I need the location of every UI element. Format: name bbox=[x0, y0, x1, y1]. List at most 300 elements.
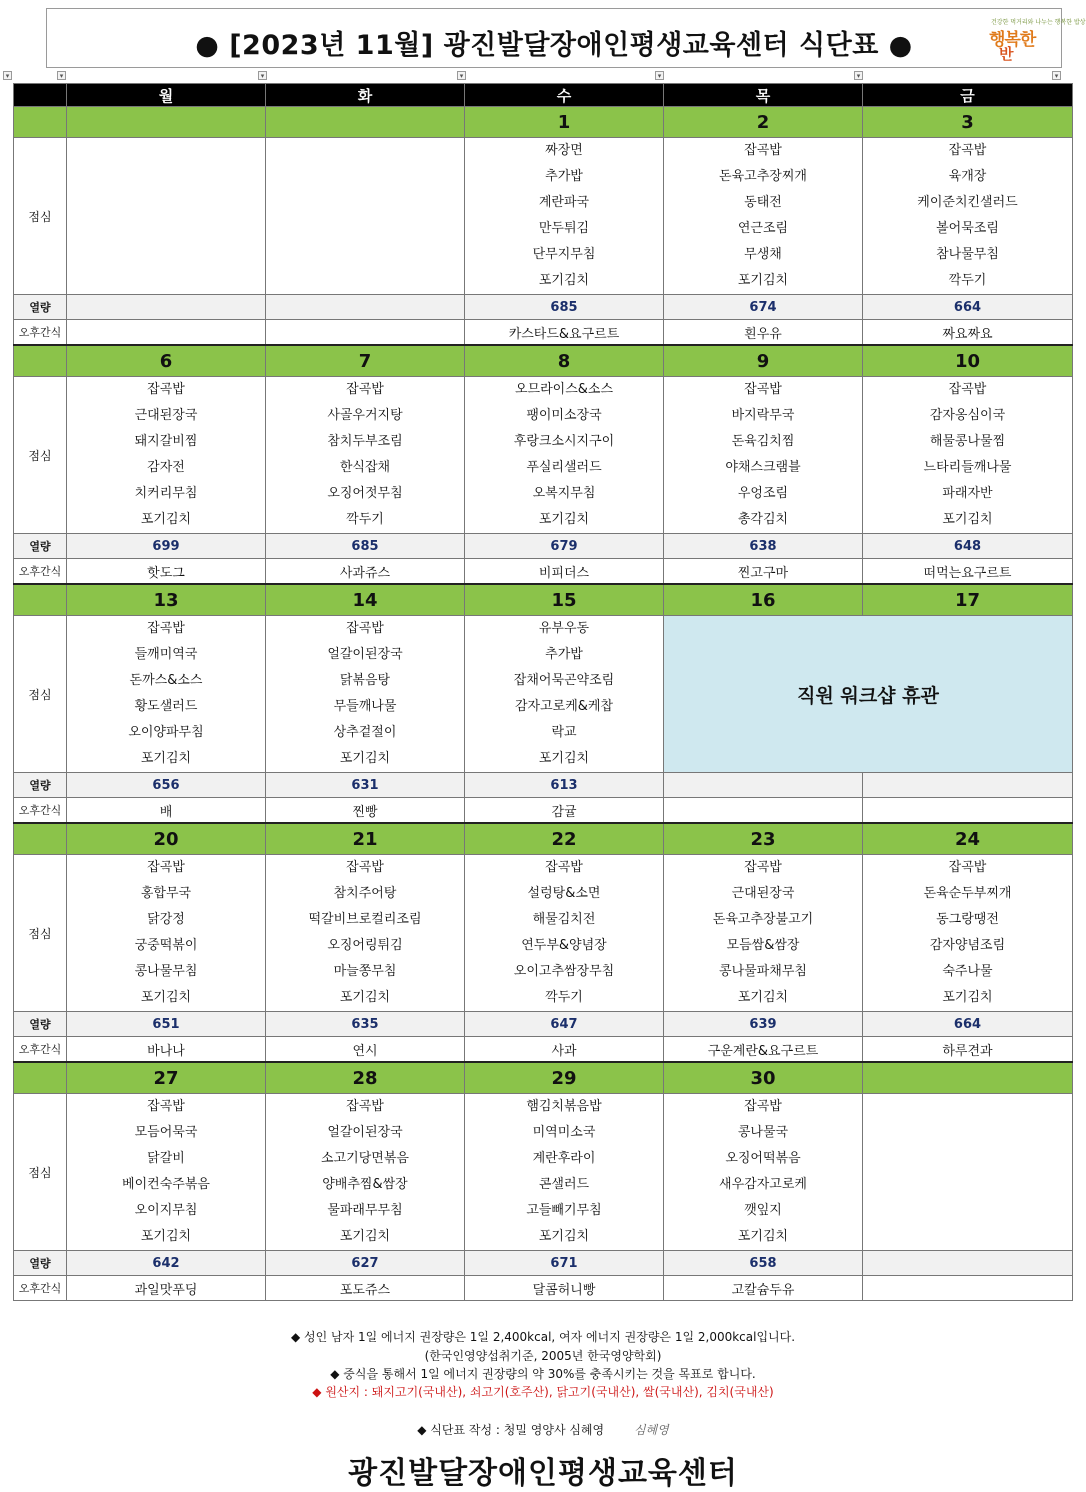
kcal-cell: 647 bbox=[465, 1012, 664, 1037]
snack-cell: 달콤허니빵 bbox=[465, 1276, 664, 1301]
filter-dropdown-icon[interactable]: ▾ bbox=[854, 71, 863, 80]
kcal-cell: 699 bbox=[67, 534, 266, 559]
menu-item: 참치두부조림 bbox=[327, 434, 403, 449]
menu-item: 연두부&양념장 bbox=[521, 938, 607, 953]
lunch-cell bbox=[664, 1094, 863, 1251]
title-box bbox=[46, 8, 1086, 68]
menu-item: 돈육고추장불고기 bbox=[712, 912, 814, 927]
menu-item: 감자옹심이국 bbox=[929, 408, 1006, 423]
menu-item: 콩나물파채무침 bbox=[719, 964, 807, 979]
menu-item: 오징어떡볶음 bbox=[725, 1151, 801, 1166]
kcal-cell: 648 bbox=[863, 534, 1073, 559]
date-cell: 2 bbox=[664, 107, 863, 138]
filter-dropdown-icon[interactable]: ▾ bbox=[258, 71, 267, 80]
menu-item: 오징어젓무침 bbox=[327, 486, 403, 501]
kcal-cell bbox=[266, 295, 465, 320]
lunch-row bbox=[14, 138, 1073, 295]
menu-item-list bbox=[266, 616, 464, 772]
menu-item: 계란파국 bbox=[538, 195, 590, 210]
menu-item-list bbox=[863, 377, 1072, 533]
kcal-row bbox=[14, 773, 1073, 798]
snack-cell: 연시 bbox=[266, 1037, 465, 1063]
menu-item: 야채스크램블 bbox=[725, 460, 801, 475]
menu-item: 포기김치 bbox=[737, 990, 789, 1005]
kcal-cell bbox=[664, 773, 863, 798]
snack-cell: 핫도그 bbox=[67, 559, 266, 585]
kcal-cell: 613 bbox=[465, 773, 664, 798]
menu-item: 참나물무침 bbox=[936, 247, 999, 262]
lunch-cell bbox=[67, 138, 266, 295]
menu-item-list bbox=[465, 855, 663, 1011]
menu-item: 포기김치 bbox=[538, 1229, 590, 1244]
menu-item: 오복지무침 bbox=[532, 486, 596, 501]
menu-item-list bbox=[465, 1094, 663, 1250]
lunch-label: 점심 bbox=[14, 377, 67, 534]
menu-item: 근대된장국 bbox=[731, 886, 795, 901]
menu-item: 돈까스&소스 bbox=[129, 673, 203, 688]
menu-item: 육개장 bbox=[948, 169, 987, 184]
logo-ban-text: 반 bbox=[999, 45, 1014, 63]
lunch-label: 점심 bbox=[14, 616, 67, 773]
snack-cell: 바나나 bbox=[67, 1037, 266, 1063]
footer-center-name: 광진발달장애인평생교육센터 bbox=[348, 1456, 738, 1491]
logo-tagline: 건강한 먹거리와 나누는 행복한 밥상 bbox=[991, 19, 1086, 26]
menu-item: 잡곡밥 bbox=[744, 382, 782, 397]
snack-cell: 과일맛푸딩 bbox=[67, 1276, 266, 1301]
lunch-cell bbox=[266, 377, 465, 534]
date-row bbox=[14, 1062, 1073, 1094]
snack-cell: 사과 bbox=[465, 1037, 664, 1063]
date-cell: 10 bbox=[863, 345, 1073, 377]
menu-item: 콘샐러드 bbox=[538, 1177, 590, 1192]
kcal-label: 열량 bbox=[14, 295, 67, 320]
menu-item: 잡곡밥 bbox=[545, 860, 583, 875]
lunch-cell bbox=[67, 1094, 266, 1251]
menu-item: 마늘쫑무침 bbox=[333, 964, 397, 979]
menu-item: 잡곡밥 bbox=[346, 860, 384, 875]
menu-item: 오징어링튀김 bbox=[327, 938, 403, 953]
menu-item: 고들빼기무침 bbox=[526, 1203, 602, 1218]
kcal-cell: 635 bbox=[266, 1012, 465, 1037]
kcal-cell: 658 bbox=[664, 1251, 863, 1276]
menu-item-list bbox=[266, 1094, 464, 1250]
menu-item: 볼어묵조림 bbox=[936, 221, 999, 236]
menu-item: 콩나물국 bbox=[737, 1125, 789, 1140]
lunch-label: 점심 bbox=[14, 1094, 67, 1251]
note-energy-recommendation: ◆ 성인 남자 1일 에너지 권장량은 1일 2,400kcal, 여자 에너지 권장량은 1일 2,000kcal입니다. bbox=[290, 1330, 796, 1344]
lunch-cell bbox=[863, 377, 1073, 534]
weekday-header: 목 bbox=[664, 84, 863, 107]
menu-item: 잡곡밥 bbox=[147, 1099, 185, 1114]
date-cell: 21 bbox=[266, 823, 465, 855]
date-cell: 9 bbox=[664, 345, 863, 377]
kcal-cell: 679 bbox=[465, 534, 664, 559]
note-origin: ◆ 원산지 : 돼지고기(국내산), 쇠고기(호주산), 닭고기(국내산), 쌀(국내산), 김치(국내산) bbox=[312, 1385, 774, 1399]
date-cell: 29 bbox=[465, 1062, 664, 1094]
note-author bbox=[0, 1421, 1086, 1438]
menu-item-list bbox=[664, 1094, 862, 1250]
menu-item: 깍두기 bbox=[545, 990, 583, 1005]
menu-item: 돈육순두부찌개 bbox=[923, 886, 1012, 901]
menu-item: 설렁탕&소면 bbox=[527, 886, 601, 901]
menu-item: 계란후라이 bbox=[532, 1151, 596, 1166]
lunch-row bbox=[14, 377, 1073, 534]
lunch-cell bbox=[67, 855, 266, 1012]
menu-item-list bbox=[67, 855, 265, 1011]
menu-item: 포기김치 bbox=[339, 1229, 391, 1244]
kcal-label: 열량 bbox=[14, 1012, 67, 1037]
lunch-cell bbox=[863, 1094, 1073, 1251]
menu-item: 양배추찜&쌈장 bbox=[322, 1177, 408, 1192]
menu-item: 한식잡채 bbox=[339, 460, 391, 475]
snack-label: 오후간식 bbox=[14, 559, 67, 585]
date-cell bbox=[67, 107, 266, 138]
menu-item: 감자고로케&케찹 bbox=[514, 699, 614, 714]
date-cell: 17 bbox=[863, 584, 1073, 616]
snack-cell bbox=[664, 798, 863, 824]
date-row-label bbox=[14, 584, 67, 616]
kcal-row bbox=[14, 1012, 1073, 1037]
lunch-cell bbox=[664, 377, 863, 534]
menu-item: 물파래무무침 bbox=[327, 1203, 403, 1218]
kcal-row bbox=[14, 1251, 1073, 1276]
menu-item: 홍합무국 bbox=[140, 886, 192, 901]
menu-item: 포기김치 bbox=[339, 751, 391, 766]
menu-item-list bbox=[67, 377, 265, 533]
kcal-cell: 685 bbox=[266, 534, 465, 559]
menu-item: 사골우거지탕 bbox=[327, 408, 403, 423]
menu-item: 근대된장국 bbox=[134, 408, 198, 423]
menu-item: 잡곡밥 bbox=[346, 1099, 384, 1114]
weekday-header: 화 bbox=[266, 84, 465, 107]
date-cell: 1 bbox=[465, 107, 664, 138]
date-cell: 22 bbox=[465, 823, 664, 855]
menu-item: 포기김치 bbox=[339, 990, 391, 1005]
logo bbox=[985, 15, 1086, 65]
menu-item: 미역미소국 bbox=[532, 1125, 596, 1140]
snack-label: 오후간식 bbox=[14, 320, 67, 346]
menu-item: 포기김치 bbox=[538, 273, 590, 288]
menu-item: 짜장면 bbox=[545, 143, 583, 158]
snack-cell bbox=[266, 320, 465, 346]
snack-cell: 사과쥬스 bbox=[266, 559, 465, 585]
menu-item: 케이준치킨샐러드 bbox=[917, 195, 1018, 210]
menu-item: 감자전 bbox=[147, 460, 185, 475]
date-cell: 28 bbox=[266, 1062, 465, 1094]
menu-item: 오이고추쌈장무침 bbox=[513, 964, 615, 979]
menu-item: 베이컨숙주볶음 bbox=[122, 1177, 210, 1192]
lunch-cell bbox=[465, 855, 664, 1012]
date-row bbox=[14, 107, 1073, 138]
menu-item: 잡곡밥 bbox=[948, 382, 987, 397]
lunch-cell bbox=[465, 377, 664, 534]
snack-cell: 찐빵 bbox=[266, 798, 465, 824]
snack-label: 오후간식 bbox=[14, 1276, 67, 1301]
menu-item: 닭볶음탕 bbox=[339, 673, 391, 688]
corner-cell bbox=[14, 84, 67, 107]
date-cell bbox=[266, 107, 465, 138]
lunch-label: 점심 bbox=[14, 855, 67, 1012]
menu-table bbox=[13, 83, 1073, 1301]
snack-row bbox=[14, 1037, 1073, 1063]
menu-item: 황도샐러드 bbox=[134, 699, 198, 714]
snack-cell: 구운계란&요구르트 bbox=[664, 1037, 863, 1063]
menu-item: 만두튀김 bbox=[538, 221, 590, 236]
kcal-label: 열량 bbox=[14, 1251, 67, 1276]
menu-item-list bbox=[465, 138, 663, 294]
date-row-label bbox=[14, 823, 67, 855]
menu-item: 새우감자고로케 bbox=[719, 1177, 807, 1192]
kcal-cell: 651 bbox=[67, 1012, 266, 1037]
kcal-row bbox=[14, 295, 1073, 320]
date-cell: 13 bbox=[67, 584, 266, 616]
kcal-cell bbox=[863, 773, 1073, 798]
snack-label: 오후간식 bbox=[14, 798, 67, 824]
kcal-cell: 656 bbox=[67, 773, 266, 798]
snack-cell bbox=[863, 798, 1073, 824]
date-cell: 16 bbox=[664, 584, 863, 616]
lunch-cell bbox=[266, 138, 465, 295]
snack-cell bbox=[67, 320, 266, 346]
menu-item: 동그랑땡전 bbox=[936, 912, 999, 927]
date-row bbox=[14, 345, 1073, 377]
weekday-header-row bbox=[14, 84, 1073, 107]
menu-item: 숙주나물 bbox=[942, 964, 993, 979]
menu-item-list bbox=[67, 616, 265, 772]
kcal-cell: 664 bbox=[863, 1012, 1073, 1037]
menu-item: 돈육고추장찌개 bbox=[719, 169, 807, 184]
menu-item: 깍두기 bbox=[346, 512, 384, 527]
date-cell bbox=[863, 1062, 1073, 1094]
menu-item: 포기김치 bbox=[942, 990, 993, 1005]
menu-item: 햄김치볶음밥 bbox=[526, 1099, 602, 1114]
date-cell: 27 bbox=[67, 1062, 266, 1094]
menu-item: 잡곡밥 bbox=[147, 860, 185, 875]
menu-item: 소고기당면볶음 bbox=[321, 1151, 409, 1166]
kcal-cell: 642 bbox=[67, 1251, 266, 1276]
logo-text: 행복한 bbox=[989, 30, 1036, 50]
filter-dropdown-icon[interactable]: ▾ bbox=[3, 71, 12, 80]
menu-item: 들깨미역국 bbox=[134, 647, 198, 662]
kcal-label: 열량 bbox=[14, 534, 67, 559]
menu-item: 포기김치 bbox=[942, 512, 993, 527]
date-row-label bbox=[14, 345, 67, 377]
menu-item: 잡곡밥 bbox=[948, 143, 987, 158]
signature: 심혜영 bbox=[633, 1423, 669, 1437]
lunch-cell bbox=[863, 855, 1073, 1012]
menu-item-list bbox=[664, 138, 862, 294]
menu-item: 얼갈이된장국 bbox=[327, 647, 403, 662]
menu-item: 바지락무국 bbox=[731, 408, 795, 423]
date-cell: 23 bbox=[664, 823, 863, 855]
snack-cell: 배 bbox=[67, 798, 266, 824]
weekday-header: 월 bbox=[67, 84, 266, 107]
menu-item: 무생채 bbox=[744, 247, 782, 262]
note-author-text: ◆ 식단표 작성 : 청밀 영양사 심혜영 bbox=[417, 1423, 605, 1437]
lunch-cell bbox=[664, 855, 863, 1012]
date-cell: 3 bbox=[863, 107, 1073, 138]
lunch-cell bbox=[67, 616, 266, 773]
menu-item: 포기김치 bbox=[538, 751, 590, 766]
kcal-cell: 638 bbox=[664, 534, 863, 559]
kcal-cell bbox=[67, 295, 266, 320]
menu-item: 해물콩나물찜 bbox=[929, 434, 1006, 449]
snack-cell: 카스타드&요구르트 bbox=[465, 320, 664, 346]
kcal-cell: 671 bbox=[465, 1251, 664, 1276]
kcal-cell: 631 bbox=[266, 773, 465, 798]
menu-item: 오이양파무침 bbox=[128, 725, 204, 740]
date-row bbox=[14, 584, 1073, 616]
filter-dropdown-icon[interactable]: ▾ bbox=[655, 71, 664, 80]
menu-item: 파래자반 bbox=[942, 486, 993, 501]
menu-item: 포기김치 bbox=[140, 990, 192, 1005]
lunch-cell bbox=[266, 1094, 465, 1251]
date-cell: 6 bbox=[67, 345, 266, 377]
kcal-row bbox=[14, 534, 1073, 559]
lunch-row bbox=[14, 616, 1073, 773]
menu-item: 푸실리샐러드 bbox=[526, 460, 602, 475]
snack-row bbox=[14, 559, 1073, 585]
menu-item: 후랑크소시지구이 bbox=[513, 434, 615, 449]
lunch-cell bbox=[863, 138, 1073, 295]
lunch-cell bbox=[266, 855, 465, 1012]
snack-cell: 짜요짜요 bbox=[863, 320, 1073, 346]
lunch-cell bbox=[664, 138, 863, 295]
menu-item: 잡곡밥 bbox=[744, 860, 782, 875]
date-cell: 30 bbox=[664, 1062, 863, 1094]
menu-item-list bbox=[67, 1094, 265, 1250]
menu-item: 잡채어묵곤약조림 bbox=[513, 673, 615, 688]
lunch-cell bbox=[465, 616, 664, 773]
snack-cell: 포도쥬스 bbox=[266, 1276, 465, 1301]
date-cell: 7 bbox=[266, 345, 465, 377]
menu-item: 동태전 bbox=[744, 195, 782, 210]
menu-item: 모듬쌈&쌈장 bbox=[726, 938, 800, 953]
menu-item: 잡곡밥 bbox=[744, 143, 782, 158]
menu-item: 오이지무침 bbox=[134, 1203, 198, 1218]
menu-item: 콩나물무침 bbox=[134, 964, 198, 979]
date-row-label bbox=[14, 1062, 67, 1094]
filter-marks bbox=[0, 71, 1086, 83]
lunch-cell bbox=[465, 138, 664, 295]
snack-row bbox=[14, 1276, 1073, 1301]
menu-item: 얼갈이된장국 bbox=[327, 1125, 403, 1140]
filter-dropdown-icon[interactable]: ▾ bbox=[457, 71, 466, 80]
menu-item: 해물김치전 bbox=[532, 912, 596, 927]
snack-cell: 비피더스 bbox=[465, 559, 664, 585]
snack-cell: 감귤 bbox=[465, 798, 664, 824]
menu-item: 유부우동 bbox=[538, 621, 590, 636]
menu-item: 느타리들깨나물 bbox=[923, 460, 1012, 475]
page-title: ● [2023년 11월] 광진발달장애인평생교육센터 식단표 ● bbox=[195, 30, 913, 61]
date-cell: 8 bbox=[465, 345, 664, 377]
kcal-cell bbox=[863, 1251, 1073, 1276]
snack-cell: 고칼슘두유 bbox=[664, 1276, 863, 1301]
kcal-cell: 627 bbox=[266, 1251, 465, 1276]
lunch-row bbox=[14, 855, 1073, 1012]
menu-item: 포기김치 bbox=[737, 273, 789, 288]
kcal-cell: 664 bbox=[863, 295, 1073, 320]
filter-dropdown-icon[interactable]: ▾ bbox=[57, 71, 66, 80]
menu-item: 돼지갈비찜 bbox=[134, 434, 198, 449]
menu-item: 잡곡밥 bbox=[346, 621, 384, 636]
menu-item: 잡곡밥 bbox=[744, 1099, 782, 1114]
kcal-cell: 685 bbox=[465, 295, 664, 320]
lunch-cell bbox=[465, 1094, 664, 1251]
snack-cell: 흰우유 bbox=[664, 320, 863, 346]
menu-item-list bbox=[863, 855, 1072, 1011]
menu-item: 돈육김치찜 bbox=[731, 434, 795, 449]
menu-item: 무들깨나물 bbox=[333, 699, 397, 714]
menu-item-list bbox=[664, 855, 862, 1011]
snack-cell: 하루견과 bbox=[863, 1037, 1073, 1063]
menu-item: 감자양념조림 bbox=[929, 938, 1006, 953]
menu-item: 우엉조림 bbox=[737, 486, 789, 501]
menu-item: 떡갈비브로컬리조림 bbox=[308, 912, 422, 927]
menu-item: 포기김치 bbox=[538, 512, 590, 527]
menu-item: 모듬어묵국 bbox=[134, 1125, 198, 1140]
menu-item-list bbox=[664, 377, 862, 533]
menu-item: 총각김치 bbox=[737, 512, 789, 527]
weekday-header: 금 bbox=[863, 84, 1073, 107]
weekday-header: 수 bbox=[465, 84, 664, 107]
holiday-notice: 직원 워크샵 휴관 bbox=[664, 616, 1073, 773]
lunch-label: 점심 bbox=[14, 138, 67, 295]
menu-item: 닭강정 bbox=[147, 912, 185, 927]
date-cell: 24 bbox=[863, 823, 1073, 855]
snack-label: 오후간식 bbox=[14, 1037, 67, 1063]
date-row bbox=[14, 823, 1073, 855]
menu-item: 상추겉절이 bbox=[333, 725, 397, 740]
date-cell: 14 bbox=[266, 584, 465, 616]
lunch-cell bbox=[67, 377, 266, 534]
snack-row bbox=[14, 320, 1073, 346]
menu-item: 추가밥 bbox=[545, 647, 583, 662]
snack-row bbox=[14, 798, 1073, 824]
menu-item-list bbox=[465, 377, 663, 533]
menu-item: 잡곡밥 bbox=[147, 621, 185, 636]
menu-item: 치커리무침 bbox=[134, 486, 198, 501]
menu-item: 잡곡밥 bbox=[948, 860, 987, 875]
menu-item-list bbox=[863, 138, 1072, 294]
menu-item: 단무지무침 bbox=[532, 247, 596, 262]
kcal-cell: 639 bbox=[664, 1012, 863, 1037]
menu-item: 팽이미소장국 bbox=[526, 408, 602, 423]
snack-cell: 찐고구마 bbox=[664, 559, 863, 585]
menu-item: 오므라이스&소스 bbox=[514, 382, 614, 397]
filter-dropdown-icon[interactable]: ▾ bbox=[1052, 71, 1061, 80]
menu-item: 깍두기 bbox=[948, 273, 987, 288]
menu-item: 잡곡밥 bbox=[147, 382, 185, 397]
menu-item: 추가밥 bbox=[545, 169, 583, 184]
menu-item: 잡곡밥 bbox=[346, 382, 384, 397]
lunch-cell bbox=[266, 616, 465, 773]
menu-item: 궁중떡볶이 bbox=[134, 938, 198, 953]
date-cell: 15 bbox=[465, 584, 664, 616]
menu-item: 닭갈비 bbox=[147, 1151, 185, 1166]
date-row-label bbox=[14, 107, 67, 138]
snack-cell: 떠먹는요구르트 bbox=[863, 559, 1073, 585]
menu-item: 포기김치 bbox=[140, 512, 192, 527]
note-source: (한국인영양섭취기준, 2005년 한국영양학회) bbox=[424, 1349, 662, 1363]
menu-item: 포기김치 bbox=[737, 1229, 789, 1244]
menu-item-list bbox=[465, 616, 663, 772]
kcal-label: 열량 bbox=[14, 773, 67, 798]
menu-item: 포기김치 bbox=[140, 1229, 192, 1244]
lunch-row bbox=[14, 1094, 1073, 1251]
menu-item-list bbox=[266, 855, 464, 1011]
note-goal: ◆ 중식을 통해서 1일 에너지 권장량의 약 30%를 충족시키는 것을 목표로 합니다. bbox=[330, 1367, 756, 1381]
